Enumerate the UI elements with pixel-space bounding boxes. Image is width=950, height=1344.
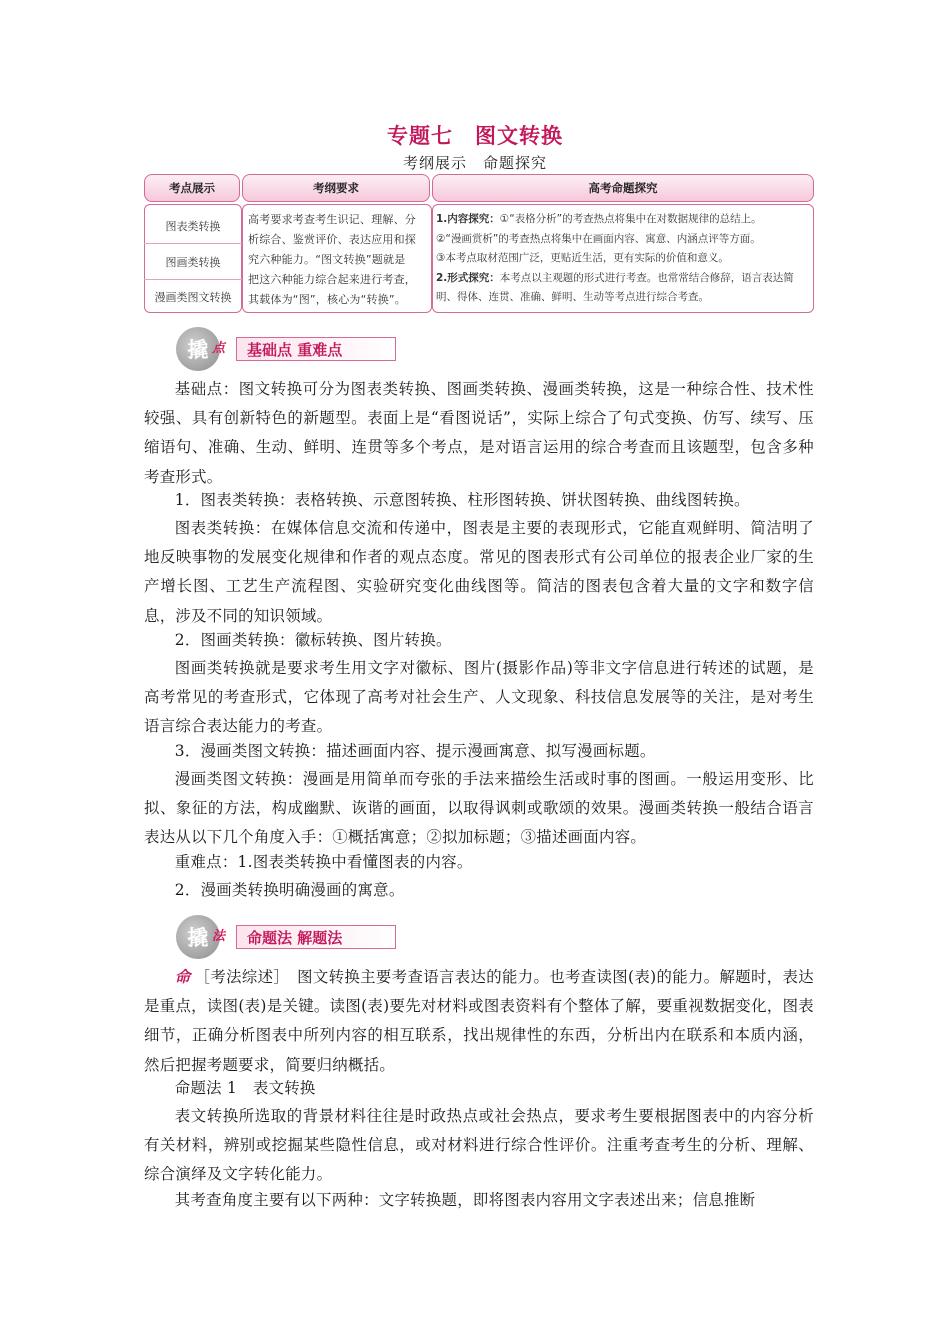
paragraph: 图画类转换就是要求考生用文字对徽标、图片(摄影作品)等非文字信息进行转述的试题，是高考常见的考查形式，它体现了高考对社会生产、人文现象、科技信息发展等的关注，是对考生语言综合表达能力的考查。: [144, 659, 814, 736]
section-header-methods: [176, 915, 396, 959]
paragraph: 漫画类图文转换：漫画是用简单而夸张的手法来描绘生活或时事的图画。一般运用变形、比拟、象征的方法，构成幽默、诙谐的画面，以取得讽刺或歌颂的效果。漫画类转换一般结合语言表达从以下几个角度入手：①概括寓意；②拟加标题；③描述画面内容。: [144, 770, 814, 847]
paragraph: 其考查角度主要有以下两种：文字转换题，即将图表内容用文字表述出来；信息推断: [174, 1191, 756, 1209]
paragraph: 2．图画类转换：徽标转换、图片转换。: [174, 631, 452, 649]
paragraph: [144, 963, 814, 1080]
point-item: 漫画类图文转换: [154, 291, 232, 304]
section-badge-icon: 撬: [176, 915, 220, 959]
exploration-line: 明、得体、连贯、准确、鲜明、生动等考点进行综合考查。: [436, 291, 709, 303]
section-label: 命题法 解题法: [236, 925, 396, 949]
exploration-line: ②“漫画赏析”的考查热点将集中在画面内容、寓意、内涵点评等方面。: [436, 232, 761, 245]
paragraph: 基础点：图文转换可分为图表类转换、图画类转换、漫画类转换，这是一种综合性、技术性较强、具有创新特色的新题型。表面上是“看图说话”，实际上综合了句式变换、仿写、续写、压缩语句、准确、生动、鲜明、连贯等多个考点，是对语言运用的综合考查而且该题型，包含多种考查形式。: [144, 380, 814, 486]
requirement-line: 析综合、鉴赏评价、表达应用和探: [248, 233, 416, 246]
exploration-line: [436, 210, 812, 230]
section-badge-sub: 点: [212, 341, 226, 356]
table-header-requirements: 考纲要求: [242, 174, 430, 202]
content-label: 1.内容探究：: [436, 213, 500, 225]
paragraph: 重难点：1.图表类转换中看懂图表的内容。: [174, 853, 473, 871]
paragraph: 2．漫画类转换明确漫画的寓意。: [174, 881, 405, 899]
table-header-exploration: 高考命题探究: [432, 174, 814, 202]
paragraph: 1．图表类转换：表格转换、示意图转换、柱形图转换、饼状图转换、曲线图转换。: [174, 491, 750, 509]
paragraph: 3．漫画类图文转换：描述画面内容、提示漫画寓意、拟写漫画标题。: [174, 742, 656, 760]
requirement-line: 其载体为“图”，核心为“转换”。: [248, 293, 406, 306]
section-header-basics: [176, 327, 396, 371]
paragraph: 图表类转换：在媒体信息交流和传递中，图表是主要的表现形式，它能直观鲜明、简洁明了地反映事物的发展变化规律和作者的观点态度。常见的图表形式有公司单位的报表企业厂家的生产增长图、工艺生产流程图、实验研究变化曲线图等。简洁的图表包含着大量的文字和数字信息，涉及不同的知识领域。: [144, 519, 814, 625]
paragraph: 命题法 1 表文转换: [174, 1079, 316, 1097]
paragraph: 表文转换所选取的背景材料往往是时政热点或社会热点，要求考生要根据图表中的内容分析有关材料，辨别或挖掘某些隐性信息，或对材料进行综合性评价。注重考查考生的分析、理解、综合演绎及文字转化能力。: [144, 1107, 814, 1184]
section-badge-icon: 撬: [176, 327, 220, 371]
section-badge-sub: 法: [212, 929, 226, 944]
syllabus-table: [144, 174, 814, 313]
requirements-text: [248, 210, 432, 310]
section-label: 基础点 重难点: [236, 337, 396, 361]
requirement-line: 究六种能力。“图文转换”题就是: [248, 253, 406, 266]
table-header-points: 考点展示: [144, 174, 240, 202]
requirement-line: 高考要求考查考生识记、理解、分: [248, 213, 416, 226]
exploration-line: ③本考点取材范围广泛，更贴近生活，更有实际的价值和意义。: [436, 252, 729, 264]
point-item: 图画类转换: [144, 244, 242, 280]
exploration-line: [436, 269, 812, 289]
page-subtitle: 考纲展示 命题探究: [402, 154, 547, 172]
leaf-mark-icon: 命: [174, 968, 191, 986]
point-item: 图表类转换: [144, 208, 242, 244]
exploration-text: [436, 210, 812, 308]
requirement-line: 把这六种能力综合起来进行考查，: [248, 273, 416, 286]
exploration-form: 本考点以主观题的形式进行考查。也常常结合修辞，语言表达简: [499, 271, 794, 284]
paragraph-text: ［考法综述］ 图文转换主要考查语言表达的能力。也考查读图(表)的能力。解题时，表达是重点，读图(表)是关键。读图(表)要先对材料或图表资料有个整体了解，要重视数据变化，图表细节，正确分析图表中所列内容的相互联系，找出规律性的东西，分析出内在联系和本质内涵，然后把握考题要求，简要归纳概括。: [144, 968, 814, 1074]
page-title: 专题七 图文转换: [387, 124, 563, 148]
exploration-content: ①“表格分析”的考查热点将集中在对数据规律的总结上。: [499, 213, 762, 225]
form-label: 2.形式探究：: [436, 271, 500, 284]
